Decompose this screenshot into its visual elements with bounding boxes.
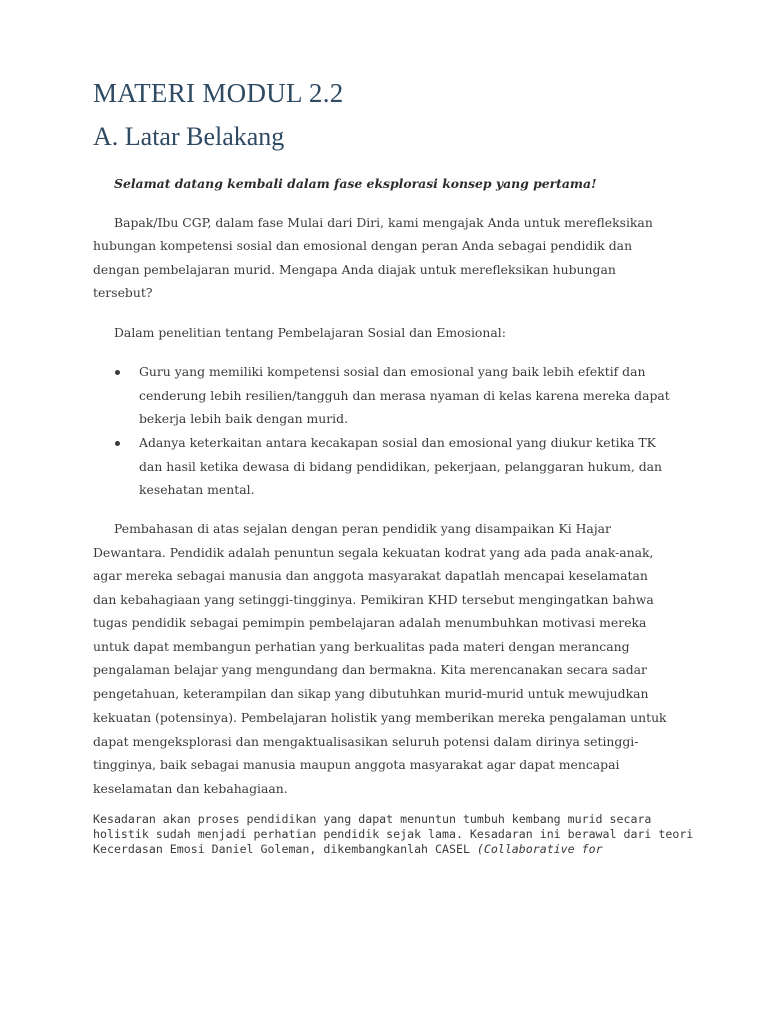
text-line: tersebut? — [93, 285, 153, 300]
text-line: kesehatan mental. — [139, 482, 255, 497]
text-line: untuk dapat membangun perhatian yang berkualitas pada materi dengan merancang — [93, 639, 630, 654]
text-line: dan hasil ketika dewasa di bidang pendidikan, pekerjaan, pelanggaran hukum, dan — [139, 459, 663, 474]
text-line: agar mereka sebagai manusia dan anggota masyarakat dapatlah mencapai keselamatan — [93, 568, 648, 583]
text-line: Kesadaran akan proses pendidikan yang dapat menuntun tumbuh kembang murid secara — [93, 812, 652, 826]
text-line: Dewantara. Pendidik adalah penuntun segala kekuatan kodrat yang ada pada anak-anak, — [93, 545, 654, 560]
text-line: dengan pembelajaran murid. Mengapa Anda diajak untuk merefleksikan hubungan — [93, 262, 616, 277]
text-line: pengetahuan, keterampilan dan sikap yang dibutuhkan murid-murid untuk mewujudkan — [93, 686, 649, 701]
text-line: Guru yang memiliki kompetensi sosial dan emosional yang baik lebih efektif dan — [139, 364, 646, 379]
text-line: keselamatan dan kebahagiaan. — [93, 781, 288, 796]
text-line — [93, 842, 603, 856]
intro-text: Selamat datang kembali dalam fase eksplorasi konsep yang pertama! — [114, 176, 597, 191]
text-line: holistik sudah menjadi perhatian pendidik sejak lama. Kesadaran ini berawal dari teori — [93, 827, 694, 841]
text-line: kekuatan (potensinya). Pembelajaran holistik yang memberikan mereka pengalaman untuk — [93, 710, 667, 725]
text-line: bekerja lebih baik dengan murid. — [139, 411, 349, 426]
text-line: pengalaman belajar yang mengundang dan bermakna. Kita merencanakan secara sadar — [93, 662, 647, 677]
section-heading: A. Latar Belakang — [93, 122, 285, 151]
text-span: Kecerdasan Emosi Daniel Goleman, dikembangkanlah CASEL — [93, 842, 470, 856]
bullet-icon — [115, 370, 120, 375]
text-line: dapat mengeksplorasi dan mengaktualisasikan seluruh potensi dalam dirinya setinggi- — [93, 734, 639, 749]
paragraph-2: Dalam penelitian tentang Pembelajaran Sosial dan Emosional: — [114, 325, 506, 340]
page-title: MATERI MODUL 2.2 — [93, 78, 344, 108]
bullet-icon — [115, 441, 120, 446]
text-line: cenderung lebih resilien/tangguh dan merasa nyaman di kelas karena mereka dapat — [139, 388, 670, 403]
text-line: tingginya, baik sebagai manusia maupun anggota masyarakat agar dapat mencapai — [93, 757, 620, 772]
text-line: dan kebahagiaan yang setinggi-tingginya. Pemikiran KHD tersebut mengingatkan bahwa — [93, 592, 654, 607]
text-line: Pembahasan di atas sejalan dengan peran pendidik yang disampaikan Ki Hajar — [114, 521, 611, 536]
text-line: Adanya keterkaitan antara kecakapan sosial dan emosional yang diukur ketika TK — [139, 435, 656, 450]
italic-text-span: (Collaborative for — [476, 842, 603, 856]
text-line: tugas pendidik sebagai pemimpin pembelajaran adalah menumbuhkan motivasi mereka — [93, 615, 647, 630]
text-line: hubungan kompetensi sosial dan emosional dengan peran Anda sebagai pendidik dan — [93, 238, 633, 253]
text-line: Bapak/Ibu CGP, dalam fase Mulai dari Diri, kami mengajak Anda untuk merefleksikan — [114, 215, 653, 230]
